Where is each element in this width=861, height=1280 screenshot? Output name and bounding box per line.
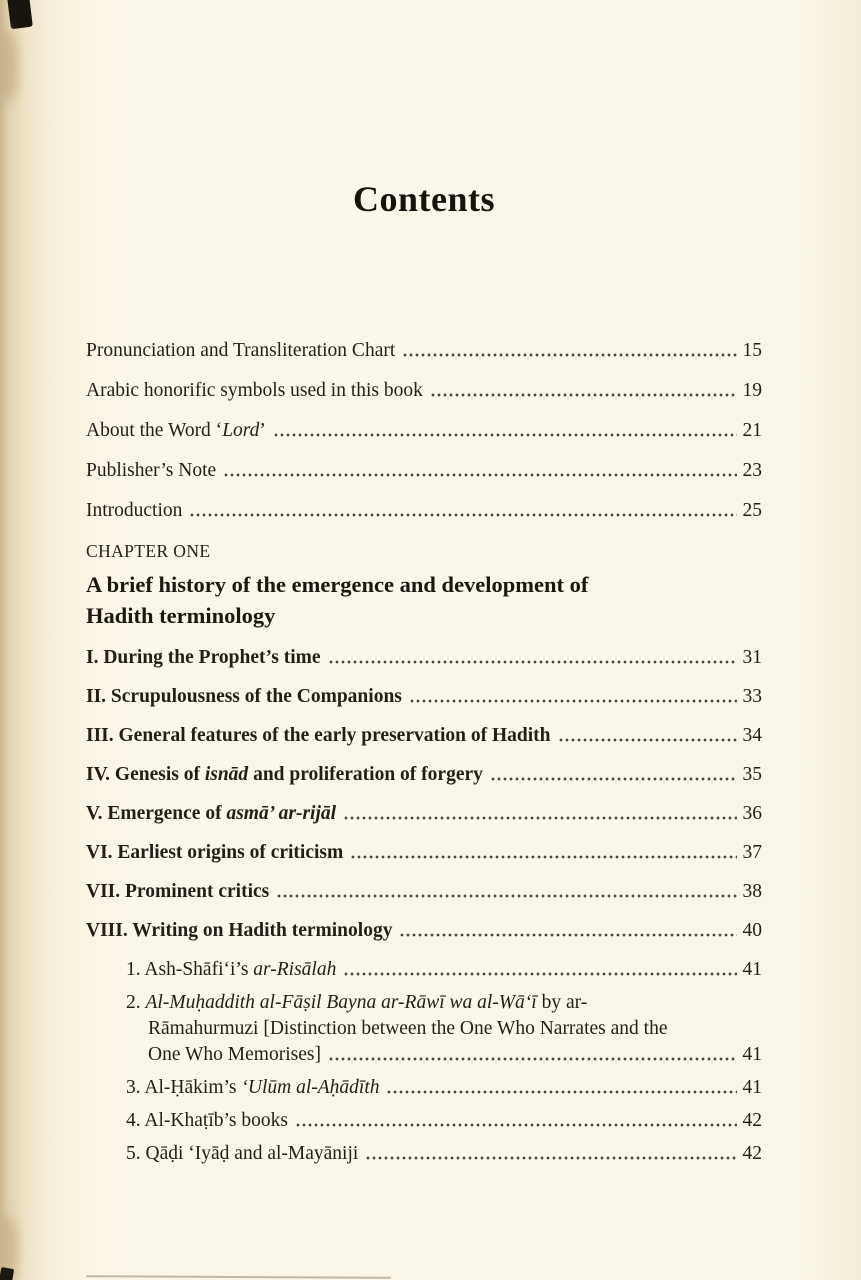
toc-entry [86, 458, 762, 483]
toc-entry [126, 1075, 762, 1100]
page-title: Contents [352, 179, 495, 219]
page-number: 15 [742, 340, 762, 361]
dotted-leader [328, 660, 737, 664]
toc-entry [126, 1141, 762, 1166]
chapter-label: CHAPTER ONE [86, 541, 211, 561]
toc-entry-text: Publisher’s Note [86, 460, 217, 481]
page-content [86, 0, 762, 1174]
toc-entry-text: 3. Al-Ḥākim’s ‘Ulūm al-Aḥādīth [126, 1077, 380, 1098]
page-number: 19 [742, 380, 762, 401]
dotted-leader [328, 1057, 737, 1061]
toc-entry-text: V. Emergence of asmā’ ar-rijāl [86, 803, 337, 824]
toc-entry-line [126, 1042, 762, 1067]
toc-entry-line [126, 957, 762, 982]
toc-entry [126, 990, 762, 1067]
toc-entry-text: I. During the Prophet’s time [86, 647, 321, 668]
dotted-leader [343, 816, 736, 820]
dotted-leader [402, 353, 736, 357]
dotted-leader [365, 1156, 736, 1160]
page-number: 41 [742, 959, 762, 980]
toc-entry [86, 645, 762, 670]
dotted-leader [295, 1123, 737, 1127]
toc-entry-text: III. General features of the early preservation of Hadith [86, 725, 551, 746]
toc-entry-text: About the Word ‘Lord’ [86, 420, 266, 441]
page-number: 33 [742, 686, 762, 707]
toc-entry-text: 5. Qāḍi ‘Iyāḍ and al-Mayāniji [126, 1143, 359, 1164]
page-number: 23 [742, 460, 762, 481]
toc-entry-line [86, 918, 762, 943]
page-number: 42 [742, 1143, 762, 1164]
toc-entry-text: One Who Memorises] [148, 1044, 321, 1065]
toc-entry-line [86, 723, 762, 748]
toc-entry-text-line: 2. Al-Muḥaddith al-Fāṣil Bayna ar-Rāwī wa al-Wā‘ī by ar- [126, 992, 588, 1013]
toc-entry-text: Introduction [86, 500, 183, 521]
page-number: 34 [742, 725, 762, 746]
page-number: 36 [742, 803, 762, 824]
dotted-leader [409, 699, 737, 703]
page-number: 21 [742, 420, 762, 441]
toc-entry [86, 723, 762, 748]
dotted-leader [490, 777, 737, 781]
toc-entry [86, 918, 762, 943]
toc-entry [86, 762, 762, 787]
toc-entry [126, 1108, 762, 1133]
page-number: 41 [742, 1077, 762, 1098]
page-number: 37 [742, 842, 762, 863]
dotted-leader [189, 513, 736, 517]
page-number: 38 [742, 881, 762, 902]
toc-entry-line [86, 801, 762, 826]
chapter-heading [86, 539, 762, 631]
toc-entry [86, 498, 762, 523]
toc-entry [86, 418, 762, 443]
page-number: 35 [742, 764, 762, 785]
toc-entry-text: Pronunciation and Transliteration Chart [86, 340, 396, 361]
toc-entry [86, 840, 762, 865]
chapter-entry-list [86, 645, 762, 1166]
dotted-leader [276, 894, 736, 898]
page-number: 31 [742, 647, 762, 668]
toc-entry-line [86, 645, 762, 670]
toc-entry-line [126, 1108, 762, 1133]
toc-entry-line [86, 879, 762, 904]
scan-artifact-bottom-left [0, 1267, 14, 1280]
page-number: 42 [742, 1110, 762, 1131]
toc-entry-line [86, 418, 762, 443]
front-matter-list [86, 338, 762, 523]
dotted-leader [430, 393, 737, 397]
toc-entry [86, 684, 762, 709]
toc-entry-text: 1. Ash-Shāfi‘i’s ar-Risālah [126, 959, 337, 980]
dotted-leader [343, 972, 736, 976]
toc-entry-text: VIII. Writing on Hadith terminology [86, 920, 393, 941]
toc-entry-line [86, 684, 762, 709]
chapter-title: A brief history of the emergence and development of Hadith terminology [86, 572, 589, 628]
page-number: 25 [742, 500, 762, 521]
dotted-leader [558, 738, 737, 742]
toc-entry-line [86, 338, 762, 363]
dotted-leader [350, 855, 736, 859]
toc-entry-line [86, 840, 762, 865]
toc-entry [86, 338, 762, 363]
toc-entry-line [86, 498, 762, 523]
toc-entry [86, 378, 762, 403]
dotted-leader [399, 933, 736, 937]
toc-entry [86, 879, 762, 904]
page-number: 41 [742, 1044, 762, 1065]
toc-entry-text: Arabic honorific symbols used in this book [86, 380, 423, 401]
dotted-leader [273, 433, 737, 437]
toc-entry-line [126, 1141, 762, 1166]
toc-entry-text: VII. Prominent critics [86, 881, 270, 902]
toc-entry-line [86, 762, 762, 787]
toc-entry-text: VI. Earliest origins of criticism [86, 842, 344, 863]
dotted-leader [223, 473, 736, 477]
toc-entry-text: 4. Al-Khaṭīb’s books [126, 1110, 288, 1131]
scan-artifact-top-left [7, 0, 33, 29]
scan-smudge-top-left [0, 30, 18, 102]
toc-entry [126, 957, 762, 982]
scan-line-bottom [86, 1275, 391, 1279]
page-number: 40 [742, 920, 762, 941]
dotted-leader [386, 1090, 736, 1094]
toc-entry-text: IV. Genesis of isnād and proliferation of forgery [86, 764, 483, 785]
toc-entry-text-line: Rāmahurmuzi [Distinction between the One Who Narrates and the [148, 1018, 668, 1039]
toc-entry-text: II. Scrupulousness of the Companions [86, 686, 402, 707]
toc-entry-line [126, 1075, 762, 1100]
toc-entry-line [86, 458, 762, 483]
toc-entry-line [86, 378, 762, 403]
toc-entry [86, 801, 762, 826]
